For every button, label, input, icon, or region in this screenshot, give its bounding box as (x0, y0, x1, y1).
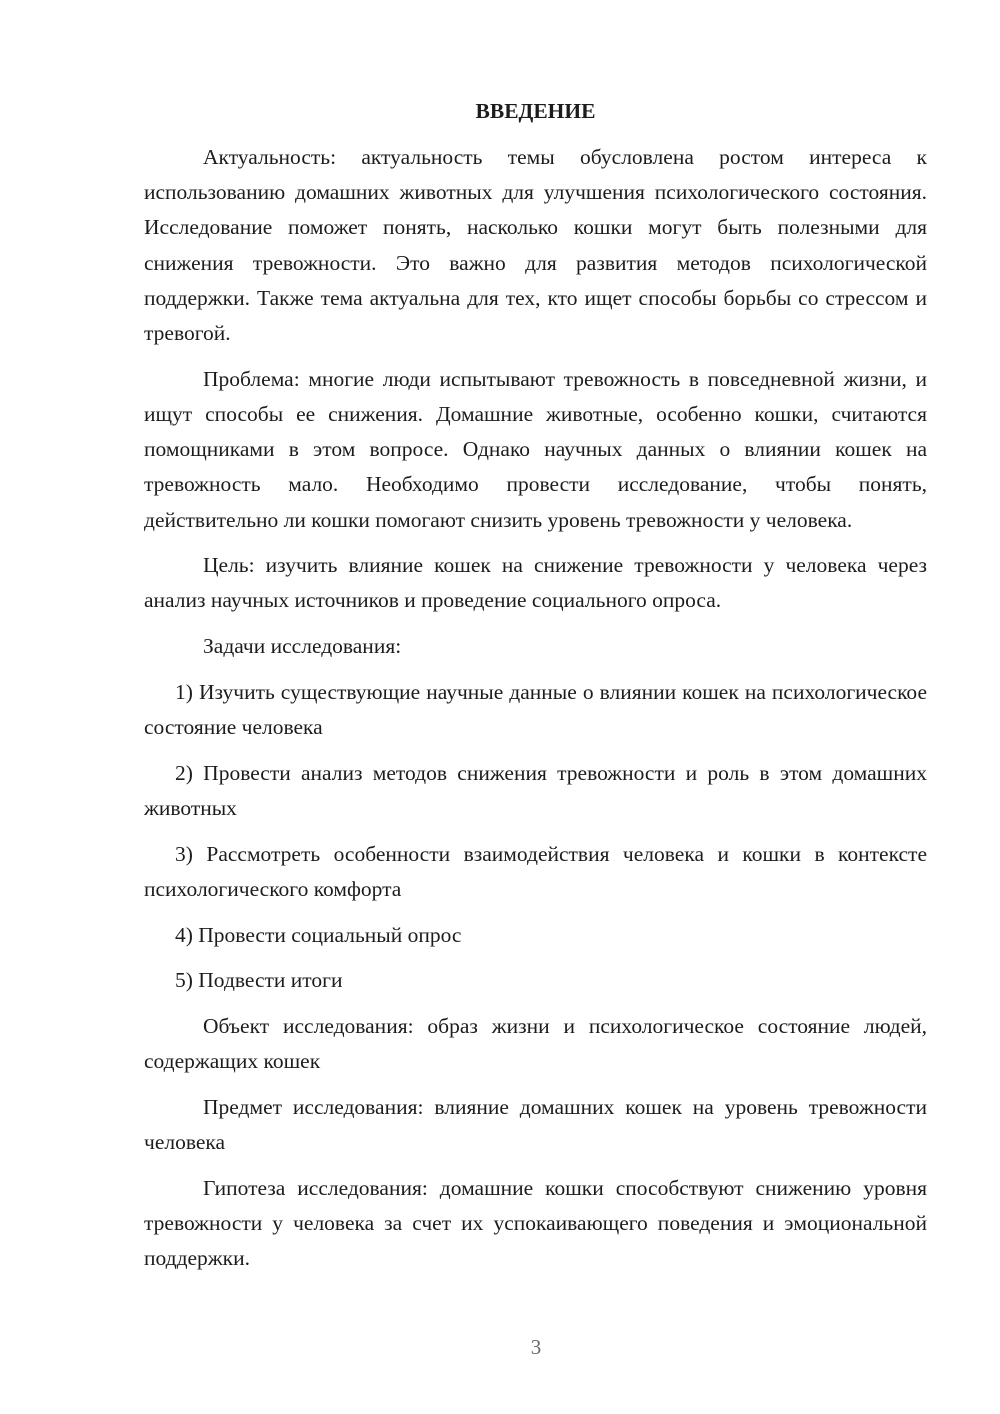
problem-paragraph: Проблема: многие люди испытывают тревожность в повседневной жизни, и ищут способы ее снижения. Домашние животные, особенно кошки, считаются помощниками в этом вопросе. Однако научных данных о влиянии кошек на тревожность мало. Необходимо провести исследование, чтобы понять, действительно ли кошки помогают снизить уровень тревожности у человека. (144, 366, 927, 532)
task-item-5: 5) Подвести итоги (175, 968, 343, 993)
task-item-2: 2) Провести анализ методов снижения тревожности и роль в этом домашних животных (144, 760, 927, 820)
page-title: ВВЕДЕНИЕ (475, 99, 596, 123)
subject-paragraph: Предмет исследования: влияние домашних кошек на уровень тревожности человека (144, 1094, 927, 1155)
task-item-1: 1) Изучить существующие научные данные о влиянии кошек на психологическое состояние человека (144, 679, 927, 740)
hypothesis-paragraph: Гипотеза исследования: домашние кошки способствуют снижению уровня тревожности у человека за счет их успокаивающего поведения и эмоциональной поддержки. (144, 1175, 927, 1271)
page-body (144, 96, 927, 1287)
goal-paragraph: Цель: изучить влияние кошек на снижение тревожности у человека через анализ научных источников и проведение социального опроса. (144, 553, 927, 613)
relevance-paragraph: Актуальность: актуальность темы обусловлена ростом интереса к использованию домашних животных для улучшения психологического состояния. Исследование поможет понять, насколько кошки могут быть полезными для снижения тревожности. Это важно для развития методов психологической поддержки. Также тема актуальна для тех, кто ищет способы борьбы со стрессом и тревогой. (144, 145, 927, 346)
tasks-heading: Задачи исследования: (203, 634, 402, 659)
object-paragraph: Объект исследования: образ жизни и психологическое состояние людей, содержащих кошек (144, 1013, 927, 1074)
task-item-4: 4) Провести социальный опрос (175, 922, 462, 947)
task-item-3: 3) Рассмотреть особенности взаимодействия человека и кошки в контексте психологического комфорта (144, 841, 927, 901)
page-number: 3 (530, 1335, 542, 1359)
